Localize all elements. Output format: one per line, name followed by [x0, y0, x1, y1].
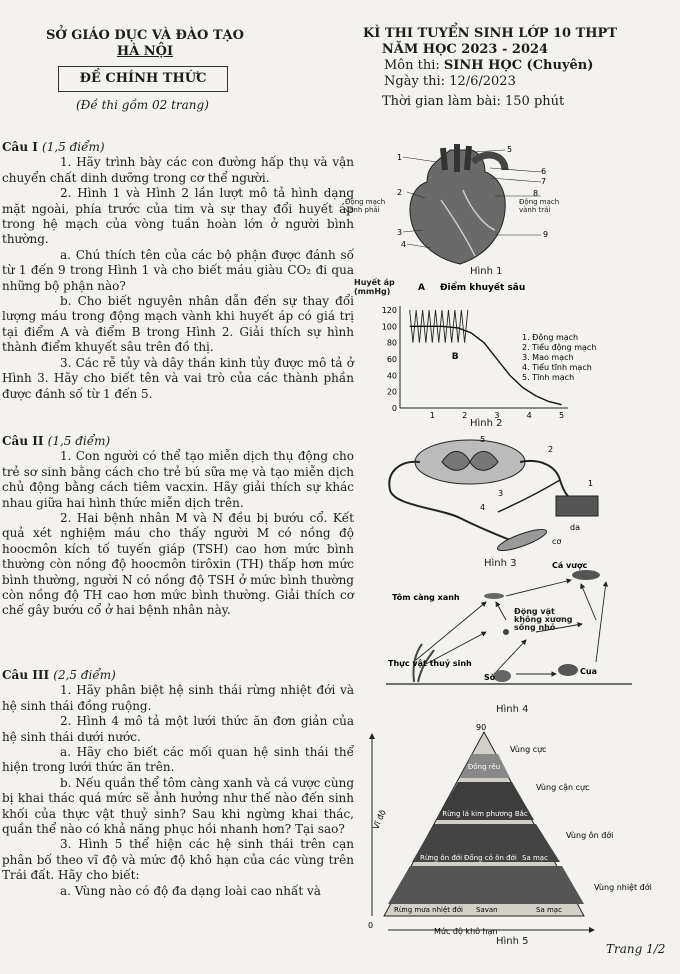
official-badge: ĐỀ CHÍNH THỨC: [58, 66, 228, 92]
exam-info-block: [340, 26, 660, 110]
chart-point-b: B: [451, 352, 459, 362]
q2-part2: 2. Hai bệnh nhân M và N đều bị bướu cổ. Kết quả xét nghiệm máu cho thấy người M có nồng độ hoocmôn kích tố tuyến giáp (TSH) cao hơn mức bình thường còn nồng độ hoocmôn tirôxin (TH) thấp hơn mức bình thường, người N có nồng độ TSH ở mức bình thường còn nồng độ TH cao hơn mức bình thường. Giải thích cơ chế gây bướu cổ ở hai bệnh nhân này.: [2, 511, 354, 618]
node-invertebrates: Động vật không xương sống nhỏ: [514, 608, 573, 632]
exam-subject: [384, 58, 660, 74]
q3-part3a: a. Vùng nào có độ đa dạng loài cao nhất và: [60, 883, 321, 898]
crab-icon: [558, 664, 578, 676]
exam-title: KÌ THI TUYỂN SINH LỚP 10 THPT: [362, 26, 618, 41]
q1-part2: 2. Hình 1 và Hình 2 lần lượt mô tả hình dạng mặt ngoài, phía trước của tim và sự thay đổi huyết áp trong hệ mạch của vòng tuần hoàn lớn ở người bình thường.: [2, 186, 354, 247]
shrimp-icon: [484, 593, 504, 599]
chart-xtick-0: 1: [429, 411, 435, 420]
q3-part2: 2. Hình 4 mô tả một lưới thức ăn đơn giản của hệ sinh thái dưới nước.: [2, 714, 354, 744]
chart-ylabel: Huyết áp (mmHg): [354, 278, 395, 296]
node-plant: Thực vật thuỷ sinh: [388, 659, 472, 668]
perch-icon: [572, 570, 600, 580]
chart-xtick-1: 2: [462, 411, 468, 420]
figure-2-chart: [350, 278, 650, 430]
chart-ytick-3: 60: [386, 355, 397, 364]
q3-part2b: b. Nếu quần thể tôm càng xanh và cá vược cùng bị khai thác quá mức sẽ ảnh hưởng như thế nào đến sinh khối của thực vật thuỷ sinh? Sau khi ngừng khai thác, quần thể nào có khả năng phục hồi nhanh hơn? Tại sao?: [2, 775, 354, 837]
figure-5-biomes: [364, 720, 670, 940]
figure-1-caption: Hình 1: [470, 266, 503, 277]
biome-savanna: Savan: [476, 906, 498, 914]
legend-item-5: 5. Tĩnh mạch: [522, 373, 575, 382]
biome-rainforest: Rừng mưa nhiệt đới: [394, 906, 463, 914]
chart-ytick-1: 20: [386, 387, 397, 397]
exam-duration: Thời gian làm bài: 150 phút: [382, 94, 565, 109]
node-perch: Cá vược: [552, 561, 588, 570]
figure-3-caption: Hình 3: [484, 558, 517, 569]
zone-subpolar: Vùng cận cực: [536, 783, 590, 792]
node-shrimp: Tôm càng xanh: [392, 593, 460, 602]
subject-name: SINH HỌC (Chuyên): [443, 58, 594, 73]
latitude-axis-label: Vĩ độ: [371, 808, 388, 831]
figure-3-spinal-nerve: [360, 432, 610, 562]
invertebrate-icon: [503, 629, 509, 635]
subject-label: Môn thi:: [384, 58, 444, 73]
q3-title-text: Câu III: [2, 668, 50, 682]
biome-tropical-desert: Sa mạc: [536, 906, 562, 914]
heart-label-2: 2: [397, 188, 403, 197]
biome-temperate-forest: Rừng ôn đới: [420, 854, 463, 862]
q3-part3: 3. Hình 5 thể hiện các hệ sinh thái trên cạn phân bố theo vĩ độ và mức độ khô hạn của các vùng trên Trái đất. Hãy cho biết:: [2, 837, 354, 883]
q2-part1: 1. Con người có thể tạo miễn dịch thụ động cho trẻ sơ sinh bằng cách cho trẻ bú sữa mẹ và tạo miễn dịch chủ động bằng cách tiêm vacxin. Hãy giải thích sự khác nhau giữa hai hình thức miễn dịch trên.: [2, 449, 354, 510]
department-name: SỞ GIÁO DỤC VÀ ĐÀO TẠO: [46, 28, 244, 43]
spinal-label-muscle: cơ: [552, 537, 562, 546]
chart-xtick-4: 5: [558, 411, 565, 420]
figure-4-caption: Hình 4: [496, 704, 529, 715]
q3-points: (2,5 điểm): [53, 668, 116, 682]
spinal-cord-drawing: [389, 440, 598, 555]
biome-temperate-desert: Sa mạc: [522, 854, 548, 862]
zone-polar: Vùng cực: [510, 745, 547, 754]
question-2: [2, 434, 354, 619]
chart-point-a: A: [418, 283, 425, 293]
heart-label-4: 4: [401, 240, 407, 249]
figure-4-food-web: [356, 560, 656, 700]
snail-icon: [493, 670, 511, 682]
question-3-title: [2, 668, 354, 683]
q1-part1: 1. Hãy trình bày các con đường hấp thụ và vận chuyển chất dinh dưỡng trong cơ thể người.: [2, 155, 354, 185]
figure-1-heart: [345, 140, 565, 268]
spinal-label-2: 2: [548, 445, 554, 454]
heart-label-7: 7: [541, 177, 547, 186]
question-1-title: [2, 140, 354, 155]
heart-label-right-coronary: Động mạch vành phải: [345, 198, 386, 214]
chart-ytick-0: 0: [391, 404, 397, 413]
q3-part1: 1. Hãy phân biệt hệ sinh thái rừng nhiệt đới và hệ sinh thái đồng ruộng.: [2, 683, 354, 713]
exam-year: NĂM HỌC 2023 - 2024: [381, 42, 549, 57]
spinal-label-skin: da: [570, 523, 580, 532]
heart-label-9: 9: [543, 230, 549, 239]
chart-ytick-2: 40: [386, 371, 397, 381]
q3-part2a: a. Hãy cho biết các mối quan hệ sinh thái thể hiện trong lưới thức ăn trên.: [2, 745, 354, 775]
biome-boreal: Rừng lá kim phương Bắc: [442, 810, 528, 818]
chart-yticks: [382, 306, 397, 413]
spinal-label-1: 1: [588, 479, 594, 488]
q1-part2a: a. Chú thích tên của các bộ phận được đánh số từ 1 đến 9 trong Hình 1 và cho biết máu giàu CO₂ đi qua những bộ phận nào?: [2, 247, 354, 293]
question-3: [2, 668, 354, 899]
chart-xtick-2: 3: [494, 411, 500, 420]
figure-5-caption: Hình 5: [496, 936, 529, 947]
page-number: Trang 1/2: [606, 942, 666, 956]
question-1: [2, 140, 354, 402]
spinal-label-3: 3: [498, 489, 504, 498]
spinal-label-5: 5: [480, 435, 486, 444]
question-2-title: [2, 434, 354, 449]
heart-label-1: 1: [397, 153, 403, 162]
biome-temperate-grassland: Đồng cỏ ôn đới: [464, 854, 517, 862]
legend-item-3: 3. Mao mạch: [522, 353, 574, 362]
q1-points: (1,5 điểm): [42, 140, 105, 154]
zone-temperate: Vùng ôn đới: [566, 831, 614, 840]
zone-tropical: Vùng nhiệt đới: [594, 883, 652, 892]
chart-ytick-4: 80: [386, 338, 397, 348]
chart-ytick-6: 120: [381, 306, 397, 315]
legend-item-1: 1. Động mạch: [522, 333, 579, 342]
spinal-label-4: 4: [480, 503, 486, 512]
heart-label-left-coronary: Động mạch vành trái: [519, 198, 560, 214]
q1-title-text: Câu I: [2, 140, 38, 154]
legend-item-4: 4. Tiểu tĩnh mạch: [522, 363, 592, 372]
latitude-min: 0: [368, 921, 374, 930]
node-snail: Sò: [484, 673, 496, 682]
exam-date: Ngày thi: 12/6/2023: [384, 74, 516, 89]
chart-xtick-3: 4: [526, 411, 532, 420]
aridity-axis-label: Mức độ khô hạn: [434, 927, 498, 936]
heart-label-5: 5: [507, 145, 513, 154]
heart-label-8: 8: [533, 189, 539, 198]
department-city: HÀ NỘI: [116, 44, 174, 59]
figure-2-caption: Hình 2: [470, 418, 503, 429]
biome-tundra: Đồng rêu: [467, 763, 501, 771]
chart-ytick-5: 100: [381, 322, 397, 332]
chart-legend: [522, 332, 596, 383]
chart-point-a-label: Điểm khuyết sâu: [440, 283, 526, 293]
heart-drawing: [410, 144, 505, 264]
department-block: [40, 28, 250, 60]
legend-item-2: 2. Tiểu động mạch: [522, 343, 597, 352]
q2-title-text: Câu II: [2, 434, 44, 448]
page-count-note: (Đề thi gồm 02 trang): [76, 98, 209, 112]
heart-label-6: 6: [541, 167, 547, 176]
heart-label-3: 3: [397, 228, 403, 237]
q2-points: (1,5 điểm): [47, 434, 111, 448]
q1-part3: 3. Các rễ tủy và dây thần kinh tủy được mô tả ở Hình 3. Hãy cho biết tên và vai trò của các thành phần được đánh số từ 1 đến 5.: [2, 355, 354, 401]
node-crab: Cua: [580, 667, 597, 676]
latitude-max: 90: [476, 723, 487, 732]
band-tropical: [388, 866, 584, 904]
q1-part2b: b. Cho biết nguyên nhân dẫn đến sự thay đổi lượng máu trong động mạch vành khi huyết áp có giá trị tại điểm A và điểm B trong Hình 2. Giải thích sự hình thành điểm khuyết sâu trên đồ thị.: [2, 294, 354, 355]
